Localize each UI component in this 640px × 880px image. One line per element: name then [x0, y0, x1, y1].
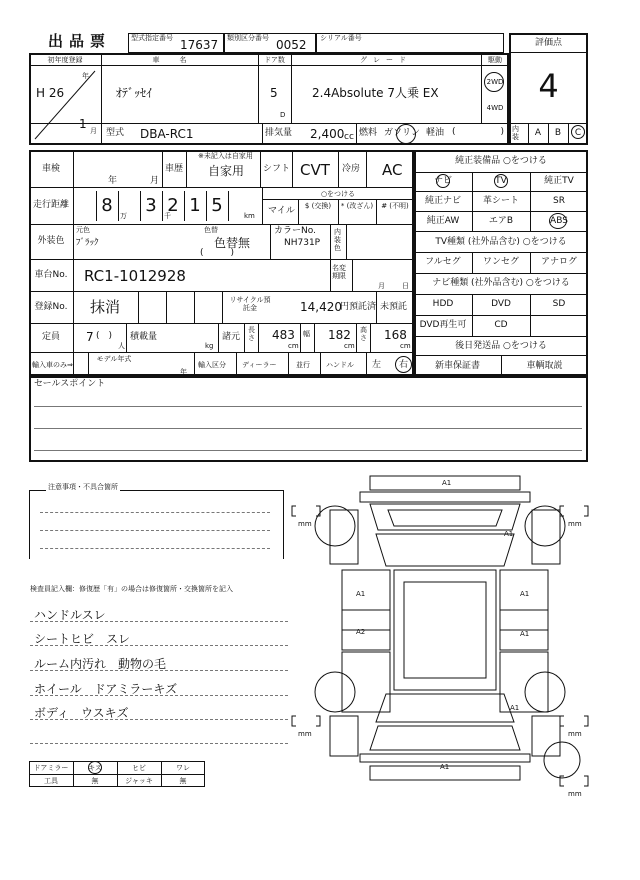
- later-manual: 車輌取説: [526, 361, 563, 371]
- meihen-label: 名変期限: [332, 264, 346, 280]
- width-cm: cm: [344, 342, 355, 350]
- mileage-km: km: [244, 212, 255, 220]
- oil-bracket: ( ): [452, 127, 505, 137]
- shift-value: CVT: [300, 161, 330, 179]
- mile-option: マイル: [268, 206, 295, 216]
- meihen-day: 日: [402, 282, 409, 290]
- first-reg-month: 1: [79, 117, 87, 131]
- mm-rear-right: mm: [568, 730, 582, 738]
- ruibetsu-label: 類別区分番号: [227, 34, 269, 42]
- mileage-digit-1: 8: [101, 195, 113, 216]
- opt-leather-seat: 革シート: [482, 196, 519, 206]
- shaken-label: 車検: [41, 164, 60, 174]
- tbl-kizu: キズ: [88, 764, 102, 772]
- opt-abs-circle: [549, 213, 567, 229]
- year-suffix: 年: [82, 72, 89, 80]
- first-reg-value: H 26: [36, 86, 65, 100]
- dealer-option: ディーラー: [242, 361, 277, 369]
- opt-navi: ナビ: [433, 176, 452, 186]
- opt-navi-circle: [436, 174, 450, 188]
- shareki-value: 自家用: [208, 164, 245, 178]
- mm-front-right: mm: [568, 520, 582, 528]
- navi-dvd: DVD: [491, 299, 511, 309]
- displacement-value: 2,400: [310, 127, 345, 141]
- opt-abs: ABS: [550, 216, 568, 226]
- irogae-value: 色替無: [214, 236, 251, 250]
- serial-label: シリアル番号: [320, 34, 362, 42]
- note-line-3: ルーム内汚れ 動物の毛: [34, 657, 167, 671]
- cooler-value: AC: [382, 161, 403, 179]
- colorno-label: カラーNo.: [274, 226, 316, 236]
- opt-tv-circle: [494, 174, 508, 188]
- grade-label: グレード: [360, 56, 412, 64]
- tbl-jack: ジャッキ: [125, 777, 153, 785]
- inspector-header: 検査員記入欄：修復歴「有」の場合は修復箇所・交換箇所を記入: [30, 585, 233, 593]
- shift-label: シフト: [263, 164, 291, 174]
- mileage-label: 走行距離: [32, 200, 69, 210]
- dims-label: 諸元: [222, 332, 241, 342]
- height-label: 高さ: [360, 326, 367, 342]
- tbl-doormirror: ドアミラー: [33, 764, 69, 772]
- shareki-note: ※未記入は自家用: [198, 152, 253, 160]
- opt-genuine-navi: 純正ナビ: [424, 196, 461, 206]
- mm-spare: mm: [568, 790, 582, 798]
- later-warranty: 新車保証書: [434, 361, 480, 371]
- mileage-digit-3: 2: [167, 195, 179, 216]
- mark-left-rear-door: A2: [356, 628, 366, 636]
- mark-left-front-door: A1: [356, 590, 366, 598]
- handle-left: 左: [372, 360, 382, 370]
- opt-genuine-aw: 純正AW: [426, 216, 460, 226]
- capacity-paren: ( ): [96, 331, 113, 341]
- shaken-year: 年: [108, 176, 118, 186]
- width-value: 182: [328, 328, 351, 342]
- katashiki-value: 17637: [180, 38, 219, 52]
- katashiki-label: 型式指定番号: [131, 34, 173, 42]
- oil-label: 軽油: [426, 128, 445, 138]
- mark-right-rear-door: A1: [520, 630, 530, 638]
- naisouiro-label: 内装色: [334, 228, 341, 252]
- reg-label: 登録No.: [34, 302, 68, 312]
- car-damage-diagram: [290, 470, 590, 800]
- drive-label: 駆動: [488, 56, 502, 64]
- opt-genuine-tv: 純正TV: [544, 176, 574, 186]
- color-value: ﾌﾞﾗｯｸ: [76, 238, 99, 248]
- height-cm: cm: [400, 342, 411, 350]
- handle-right-circle: [395, 356, 412, 373]
- parallel-option: 並行: [296, 361, 310, 369]
- door-type: D: [280, 111, 286, 119]
- irogae-paren: ( ): [200, 248, 235, 258]
- mileage-digit-5: 5: [211, 195, 223, 216]
- tbl-jack-value: 無: [179, 777, 187, 785]
- note-line-4: ホイール ドアミラーキズ: [34, 682, 178, 696]
- mark-front-bumper: A1: [442, 479, 452, 487]
- opt-sr: SR: [553, 196, 565, 206]
- mileage-digit-2: 3: [145, 195, 157, 216]
- drive-4wd: 4WD: [486, 104, 504, 112]
- mm-front-left: mm: [298, 520, 312, 528]
- colorno-value: NH731P: [284, 238, 321, 248]
- meihen-month: 月: [378, 282, 385, 290]
- modelyear-label: モデル年式: [96, 355, 132, 363]
- mark-front-right: A1: [504, 530, 514, 538]
- tbl-ware: ワレ: [176, 764, 190, 772]
- door-count-value: 5: [270, 86, 278, 100]
- shaken-month: 月: [150, 176, 160, 186]
- capacity-label: 定員: [41, 332, 60, 342]
- fuel-value: ガソリン: [384, 128, 421, 138]
- mark-right-front-door: A1: [520, 590, 530, 598]
- navi-hdd: HDD: [432, 299, 454, 309]
- car-name-label: 車名: [152, 56, 207, 64]
- color-label: 外装色: [37, 236, 65, 246]
- handle-label: ハンドル: [326, 361, 354, 369]
- koukan-option: $ (交換): [304, 202, 332, 210]
- handle-right: 右: [399, 360, 409, 370]
- fuel-label: 燃料: [359, 128, 378, 138]
- mm-rear-left: mm: [298, 730, 312, 738]
- drive-2wd: 2WD: [486, 78, 504, 86]
- later-header: 後日発送品 ○をつける: [455, 341, 547, 351]
- navi-dvd-play: DVD再生可: [419, 320, 467, 330]
- first-reg-label: 初年度登録: [47, 56, 83, 64]
- height-value: 168: [384, 328, 407, 342]
- navi-type-header: ナビ種類 (社外品含む) ○をつける: [432, 278, 570, 288]
- kaizan-option: * (改ざん): [340, 202, 374, 210]
- import-kubun-label: 輸入区分: [198, 361, 226, 369]
- eval-score-value: 4: [538, 67, 559, 105]
- tbl-kizu-circle: [88, 761, 102, 774]
- eval-score-label: 評価点: [534, 38, 562, 48]
- tv-type-header: TV種類 (社外品含む) ○をつける: [435, 237, 567, 247]
- note-line-1: ハンドルスレ: [34, 608, 106, 622]
- mileage-sen: 千: [164, 212, 171, 220]
- reg-value: 抹消: [90, 298, 121, 316]
- model-value: DBA-RC1: [140, 127, 194, 141]
- note-line-5: ボディ ウスキズ: [34, 706, 129, 720]
- mark-rear-bumper: A1: [440, 763, 450, 771]
- moto-color-label: 元色: [76, 226, 90, 234]
- interior-label: 内装: [512, 125, 519, 141]
- interior-b: B: [554, 128, 562, 138]
- tbl-hibi: ヒビ: [132, 764, 146, 772]
- length-label: 長さ: [248, 326, 255, 342]
- notes-bracket-right: [275, 490, 284, 559]
- model-label: 型式: [106, 128, 125, 138]
- length-value: 483: [272, 328, 295, 342]
- grade-value: 2.4Absolute 7人乗 EX: [312, 86, 439, 100]
- tbl-tools: 工具: [44, 777, 58, 785]
- mileage-digit-4: 1: [189, 195, 201, 216]
- mark-rear-right: A1: [510, 704, 520, 712]
- recycle-value: 14,420: [300, 300, 342, 314]
- frame-value: RC1-1012928: [84, 267, 186, 285]
- mi-yotaku: 未預託: [380, 302, 408, 312]
- frame-label: 車台No.: [34, 270, 68, 280]
- month-suffix: 月: [90, 127, 97, 135]
- fuel-circle: [396, 124, 416, 144]
- tv-oneseg: ワンセグ: [482, 257, 519, 267]
- recycle-unit: 円預託済: [340, 302, 377, 312]
- displacement-unit: cc: [344, 132, 354, 142]
- mileage-mark-note: ○をつける: [320, 190, 356, 198]
- navi-sd: SD: [552, 299, 566, 309]
- sales-point-label: セールスポイント: [34, 379, 106, 389]
- load-kg: kg: [205, 342, 214, 350]
- genuine-header: 純正装備品 ○をつける: [455, 156, 547, 166]
- tbl-tools-value: 無: [91, 777, 99, 785]
- load-label: 積載量: [130, 332, 158, 342]
- capacity-unit: 人: [118, 342, 125, 350]
- shareki-label: 車歴: [165, 164, 184, 174]
- note-line-2: シートヒビ スレ: [34, 632, 131, 646]
- import-label: 輸入車のみ⇒: [32, 361, 73, 369]
- tv-analog: アナログ: [540, 257, 577, 267]
- navi-cd: CD: [494, 320, 508, 330]
- fumei-option: # (不明): [381, 202, 409, 210]
- length-cm: cm: [288, 342, 299, 350]
- notes-header: 注意事項・不具合箇所: [48, 483, 118, 491]
- recycle-label: リサイクル預託金: [229, 296, 271, 312]
- interior-c: C: [574, 128, 582, 138]
- displacement-label: 排気量: [265, 128, 293, 138]
- tv-fullseg: フルセグ: [425, 257, 461, 267]
- door-count-label: ドア数: [264, 56, 285, 64]
- interior-a: A: [534, 128, 542, 138]
- irogae-label: 色替: [204, 226, 218, 234]
- modelyear-nen: 年: [180, 368, 187, 376]
- width-label: 幅: [303, 330, 310, 338]
- opt-tv: TV: [495, 176, 507, 186]
- car-name-value: ｵﾃﾞｯｾｲ: [116, 86, 153, 100]
- capacity-value: 7: [86, 330, 94, 344]
- ruibetsu-value: 0052: [276, 38, 307, 52]
- cooler-label: 冷房: [342, 164, 361, 174]
- mileage-man: 万: [120, 212, 127, 220]
- form-title: 出品票: [48, 32, 112, 50]
- opt-airbag: エアB: [488, 216, 514, 226]
